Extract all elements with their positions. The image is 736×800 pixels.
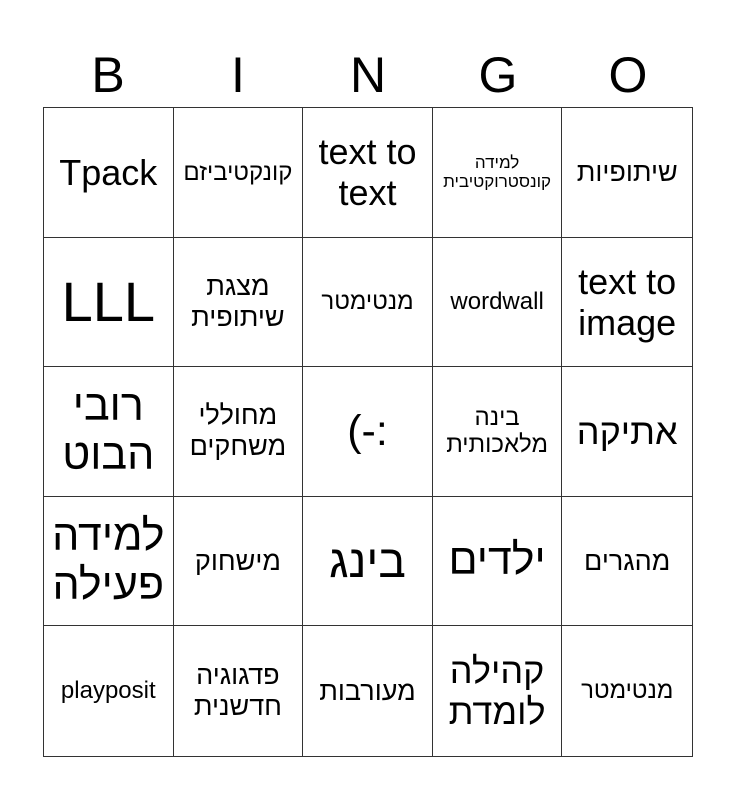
cell-text: אתיקה bbox=[576, 410, 678, 452]
bingo-cell[interactable] bbox=[174, 497, 304, 627]
header-letter-b: B bbox=[91, 47, 125, 103]
bingo-cell[interactable] bbox=[562, 497, 692, 627]
cell-text: קונקטיביזם bbox=[183, 158, 293, 186]
cell-text: מנטימטר bbox=[321, 288, 414, 316]
cell-text: text to text bbox=[318, 130, 417, 214]
bingo-cell[interactable] bbox=[44, 238, 174, 368]
bingo-cell[interactable] bbox=[44, 626, 174, 756]
cell-text: מנטימטר bbox=[581, 677, 674, 705]
cell-text: Tpack bbox=[59, 151, 158, 193]
bingo-cell[interactable] bbox=[433, 626, 563, 756]
cell-text: מישחוק bbox=[194, 545, 281, 576]
bingo-cell[interactable] bbox=[174, 108, 304, 238]
bingo-cell[interactable] bbox=[562, 626, 692, 756]
cell-text: למידה קונסטרוקטיבית bbox=[443, 152, 552, 192]
cell-text: מהגרים bbox=[584, 545, 671, 576]
bingo-header bbox=[43, 44, 693, 106]
bingo-cell[interactable] bbox=[174, 626, 304, 756]
cell-text: מעורבות bbox=[319, 675, 416, 706]
cell-text: playposit bbox=[60, 677, 156, 705]
bingo-cell[interactable] bbox=[562, 238, 692, 368]
bingo-cell[interactable] bbox=[44, 367, 174, 497]
bingo-cell[interactable] bbox=[562, 367, 692, 497]
cell-text: LLL bbox=[61, 269, 156, 333]
bingo-cell[interactable] bbox=[303, 108, 433, 238]
cell-text: בינג bbox=[329, 534, 406, 587]
cell-text: למידה פעילה bbox=[52, 511, 165, 610]
bingo-cell[interactable] bbox=[174, 367, 304, 497]
cell-text: שיתופיות bbox=[576, 156, 678, 187]
cell-text: פדגוגיה חדשנית bbox=[193, 660, 282, 722]
cell-text: ילדים bbox=[448, 536, 546, 585]
header-letter-g: G bbox=[478, 47, 518, 103]
cell-text: קהילה לומדת bbox=[448, 649, 546, 733]
bingo-cell[interactable] bbox=[433, 108, 563, 238]
bingo-cell[interactable] bbox=[303, 497, 433, 627]
bingo-cell[interactable] bbox=[303, 626, 433, 756]
bingo-cell[interactable] bbox=[433, 367, 563, 497]
cell-text: wordwall bbox=[450, 288, 544, 316]
bingo-cell[interactable] bbox=[44, 497, 174, 627]
bingo-cell[interactable] bbox=[433, 497, 563, 627]
bingo-cell[interactable] bbox=[303, 367, 433, 497]
cell-text: רובי הבוט bbox=[62, 382, 155, 480]
cell-text: text to image bbox=[578, 260, 677, 343]
bingo-cell[interactable] bbox=[562, 108, 692, 238]
header-letter-o: O bbox=[608, 47, 648, 103]
cell-text: מצגת שיתופית bbox=[191, 270, 285, 332]
bingo-cell[interactable] bbox=[433, 238, 563, 368]
cell-text: בינה מלאכותית bbox=[446, 403, 548, 459]
header-letter-i: I bbox=[231, 47, 245, 103]
bingo-cell[interactable] bbox=[303, 238, 433, 368]
bingo-cell[interactable] bbox=[174, 238, 304, 368]
header-letter-n: N bbox=[349, 47, 387, 103]
cell-text: (-: bbox=[347, 406, 388, 455]
bingo-cell[interactable] bbox=[44, 108, 174, 238]
bingo-board bbox=[43, 107, 693, 757]
cell-text: מחוללי משחקים bbox=[189, 400, 287, 462]
